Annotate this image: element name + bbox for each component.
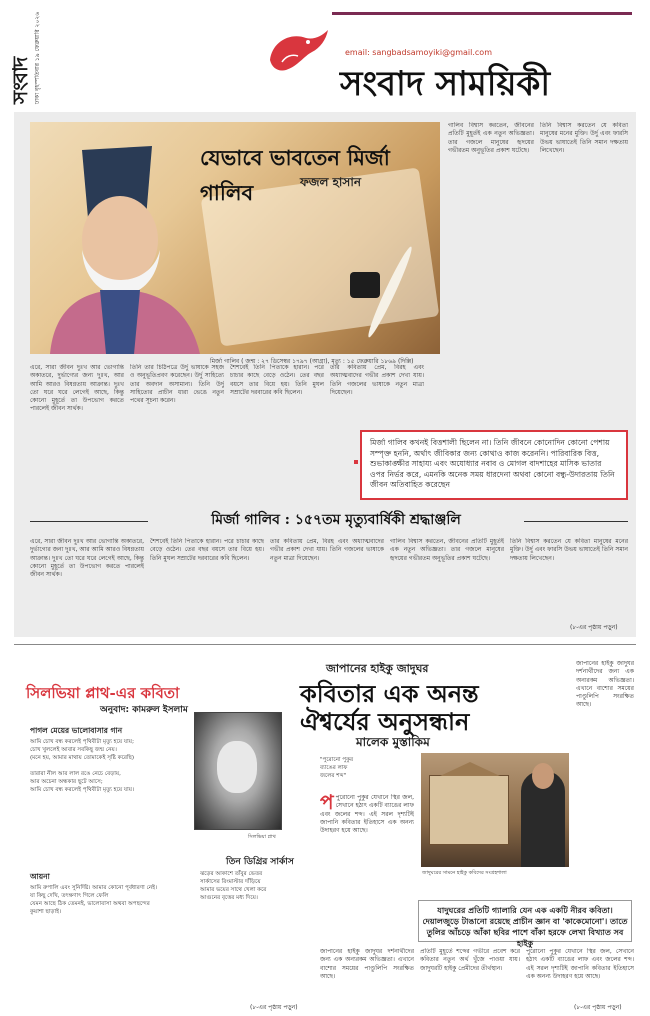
inkpot-image [350,272,380,298]
lead-column-3: শৈশবেই তিনি পিতাকে হারান। পরে চাচার কাছে বেড়ে ওঠেন। তের বছর বয়সে তার বিয়ে হয়। তিনি মুঘল সম্রাটের দরবারের কবি ছিলেন। [230,364,324,396]
author-figure-image [521,771,565,867]
plath-translator: অনুবাদ: কামরুল ইসলাম [100,705,188,715]
plath-portrait-image [194,712,282,830]
haiku-author: মালেক মুস্তাকিম [356,735,430,749]
lead-lower-column-4: গালিব বিশ্বাস করতেন, জীবনের প্রতিটি মুহূর্তই এক নতুন অভিজ্ঞতা। তার গজলে মানুষের হৃদয়ের গভীরতম অনুভূতির প্রকাশ ঘটেছে। [390,538,504,562]
lead-headline: যেভাবে ভাবতেন মির্জা গালিব [200,145,390,205]
plath-face-image [217,741,257,793]
haiku-headline-line-2: ঐশ্বর্যের অনুসন্ধান [300,707,470,736]
lead-author: ফজল হাসান [300,175,361,189]
lead-pull-quote: মির্জা গালিব কখনই বিত্তশালী ছিলেন না। তিনি জীবনে কোনোদিন কোনো পেশায় সম্পৃক্ত হননি, অর্থাৎ জীবিকার জন্য কোথাও কাজ করেননি। পারিবারিক বিত্ত, শুভাকাঙ্ক্ষীর সাহায্য এবং অযোধ্যার নবাব ও মোগল বাদশাহের মাসিক ভাতার ওপর নির্ভর করে, এমনকি অনেক সময় ধারদেনা অথবা কোনো বন্ধু-উদারতায় তিনি জীবন অতিবাহিত করেছেন [360,430,628,500]
haiku-column-1-text: পুরোনো পুকুর যেখানে স্থির জল, সেখানে হঠাৎ একটি ব্যাঙের লাফ এবং জলের শব্দ। এই সরল দৃশ্যটিই জাপানি কবিতার ইতিহাসে এক অনন্য উদাহরণ হয়ে আছে। [320,794,414,835]
haiku-drop-cap: প [320,794,334,814]
lead-continued-note: (৮-এর পৃষ্ঠায় পড়ুন) [570,624,618,631]
poem-1-body: আমি চোখ বন্ধ করলেই পৃথিবীটা মৃত্যু হয়ে যায়; চোখ খুললেই আবার সবকিছু জন্ম নেয়। (মনে হয়, আমার মাথায় তোমাকেই সৃষ্টি করেছি) তারারা নীল আর লাল রঙে নেচে বেড়ায়, আর অচেনা অন্ধকার ছুটে আসে; আমি চোখ বন্ধ করলেই পৃথিবীটা মৃত্যু হয়ে যায়। [30,739,135,793]
poem-1-title: পাগল মেয়ের ভালোবাসার গান [30,726,123,735]
lead-right-column-2: তিনি বিশ্বাস করতেন যে কবিতা মানুষের মনের মুক্তি। উর্দু এবং ফারসি উভয় ভাষাতেই তিনি সমান দক্ষতায় লিখেছেন। [540,122,628,154]
poem-2-body: আমি রুপালি এবং সুনির্দিষ্ট। আমার কোনো পূর্বধারণা নেই। যা কিছু দেখি, তৎক্ষণাৎ গিলে ফেলি যেমন আছে ঠিক তেমনই, ভালোবাসা অথবা অপছন্দের কুয়াশা ছাড়াই। [30,885,158,915]
haiku-epigraph: "পুরোনো পুকুর ব্যাঙের লাফ জলের শব্দ" [320,757,354,779]
haiku-continued-note: (৮-এর পৃষ্ঠায় পড়ুন) [574,1004,622,1011]
haiku-column-right-top: জাপানের হাইকু জাদুঘর দর্শনার্থীদের জন্য এক অন্যরকম অভিজ্ঞতা। এখানে বাশোর সময়ের পাণ্ডুলিপি সংরক্ষিত আছে। [576,660,634,709]
contact-email: email: sangbadsamoyiki@gmail.com [345,48,492,57]
lead-lower-column-1: এরে, সারা জীবন দুঃখ আর ভোগান্তি অকাতরে, দুর্ভাগ্যের জন্য দুঃখ, আর আমি আরও বিষণ্ণতায় আক্রান্ত। দুঃখ তো ঘরে ঘরে লেগেই আছে, কিন্তু কোনো মুহূর্তে তা উপভোগ করতে পারলেই জীবন সার্থক। [30,538,144,579]
section-title: সংবাদ সাময়িকী [340,64,551,104]
plath-photo-caption: সিলভিয়া প্লাথ [248,834,276,840]
haiku-column-4: পুরোনো পুকুর যেখানে স্থির জল, সেখানে হঠাৎ একটি ব্যাঙের লাফ এবং জলের শব্দ। এই সরল দৃশ্যটিই জাপানি কবিতার ইতিহাসে এক অনন্য উদাহরণ হয়ে আছে। [526,948,634,980]
lead-column-2: তিনি তার চিঠিপত্রে উর্দু ভাষাকে সহজ ও অনুভূতিপ্রবণ করেছেন। উর্দু সাহিত্যে তার অবদান অসামান্য। তিনি উর্দু সাহিত্যের প্রাচীন ধারা ভেঙে নতুন পথের সূচনা করেন। [130,364,224,405]
haiku-column-1 [320,794,414,942]
edition-info: ঢাকা বৃহস্পতিবার ১৯ ফেব্রুয়ারি ২০২৬ [34,11,41,104]
haiku-kicker: জাপানের হাইকু জাদুঘর [326,662,429,675]
paper-logo: সংবাদ [8,57,32,104]
lead-lower-column-3: তার কবিতায় প্রেম, বিরহ এবং অধ্যাত্মবাদের গভীর প্রকাশ দেখা যায়। তিনি গজলের ভাষাকে নতুন মাত্রা দিয়েছেন। [270,538,384,562]
shrine-model-image [429,775,509,845]
anniversary-banner: মির্জা গালিব : ১৫৭তম মৃত্যুবার্ষিকী শ্রদ্ধাঞ্জলি [211,512,461,528]
poem-3-title: তিন ডিগ্রির সার্কাস [226,857,294,867]
masthead [0,0,650,110]
top-rule [332,12,632,15]
poem-2-title: আয়না [30,872,50,881]
haiku-headline-line-1: কবিতার এক অনন্ত [300,679,479,708]
lead-column-4: তার কবিতায় প্রেম, বিরহ এবং অধ্যাত্মবাদের গভীর প্রকাশ দেখা যায়। তিনি গজলের ভাষাকে নতুন মাত্রা দিয়েছেন। [330,364,424,396]
haiku-photo-caption: জাদুঘরের সামনে হাইকু কবিদের সংগ্রহশালা [422,870,507,876]
haiku-museum-photo [421,753,569,867]
section-divider [14,644,636,645]
plath-section-title: সিলভিয়া প্লাথ-এর কবিতা [26,684,180,702]
lead-image-caption: মির্জা গালিব ( জন্ম : ২৭ ডিসেম্বর ১৭৯৭ (আগ্রা), মৃত্যু : ১৫ ফেব্রুয়ারি ১৮৬৯ (দিল্লি) [210,358,414,365]
lead-lower-column-5: তিনি বিশ্বাস করতেন যে কবিতা মানুষের মনের মুক্তি। উর্দু এবং ফারসি উভয় ভাষাতেই তিনি সমান দক্ষতায় লিখেছেন। [510,538,628,562]
plath-continued-note: (৮-এর পৃষ্ঠায় পড়ুন) [250,1004,298,1011]
banner-rule-left [30,521,148,522]
lead-hero-image [30,122,440,354]
haiku-column-3: প্রতিটি মুহূর্তে শব্দের গভীরে প্রবেশ করে কবিতার নতুন অর্থ খুঁজে পাওয়া যায়। জাদুঘরটি হাইকু প্রেমীদের তীর্থস্থান। [420,948,520,972]
haiku-pull-quote: যাদুঘরের প্রতিটি গ্যালারি যেন এক একটি নীরব কবিতা। দেয়ালজুড়ে টাঙানো রয়েছে প্রাচীন জ্ঞান বা 'কাকেমোনো'। তাতে তুলির আঁচড়ে আঁকা ছবির পাশে বাঁকা হরফে লেখা বিখ্যাত সব হাইকু [418,900,632,942]
poem-3-body: ঝড়ের আকাশে তাঁবুর ভেতর সার্কাসের রিংমাস্টার দাঁড়িয়ে আমার ভয়ের সাথে খেলা করে আগুনের বৃত্তের মধ্য দিয়ে। [200,871,267,901]
bird-logo-icon [262,22,332,78]
lead-column-1: এরে, সারা জীবন দুঃখ আর ভোগান্তি অকাতরে, দুর্ভাগ্যের জন্য দুঃখ, আর আমি আরও বিষণ্ণতায় আক্রান্ত। দুঃখ তো ঘরে ঘরে লেগেই আছে, কিন্তু কোনো মুহূর্তে তা উপভোগ করতে পারলেই জীবন সার্থক। [30,364,124,413]
haiku-column-2: জাপানের হাইকু জাদুঘর দর্শনার্থীদের জন্য এক অন্যরকম অভিজ্ঞতা। এখানে বাশোর সময়ের পাণ্ডুলিপি সংরক্ষিত আছে। [320,948,414,980]
banner-rule-right [524,521,628,522]
ghalib-portrait-image [40,140,210,354]
lead-lower-column-2: শৈশবেই তিনি পিতাকে হারান। পরে চাচার কাছে বেড়ে ওঠেন। তের বছর বয়সে তার বিয়ে হয়। তিনি মুঘল সম্রাটের দরবারের কবি ছিলেন। [150,538,264,562]
lead-right-column-1: গালিব বিশ্বাস করতেন, জীবনের প্রতিটি মুহূর্তই এক নতুন অভিজ্ঞতা। তার গজলে মানুষের হৃদয়ের গভীরতম অনুভূতির প্রকাশ ঘটেছে। [448,122,534,154]
